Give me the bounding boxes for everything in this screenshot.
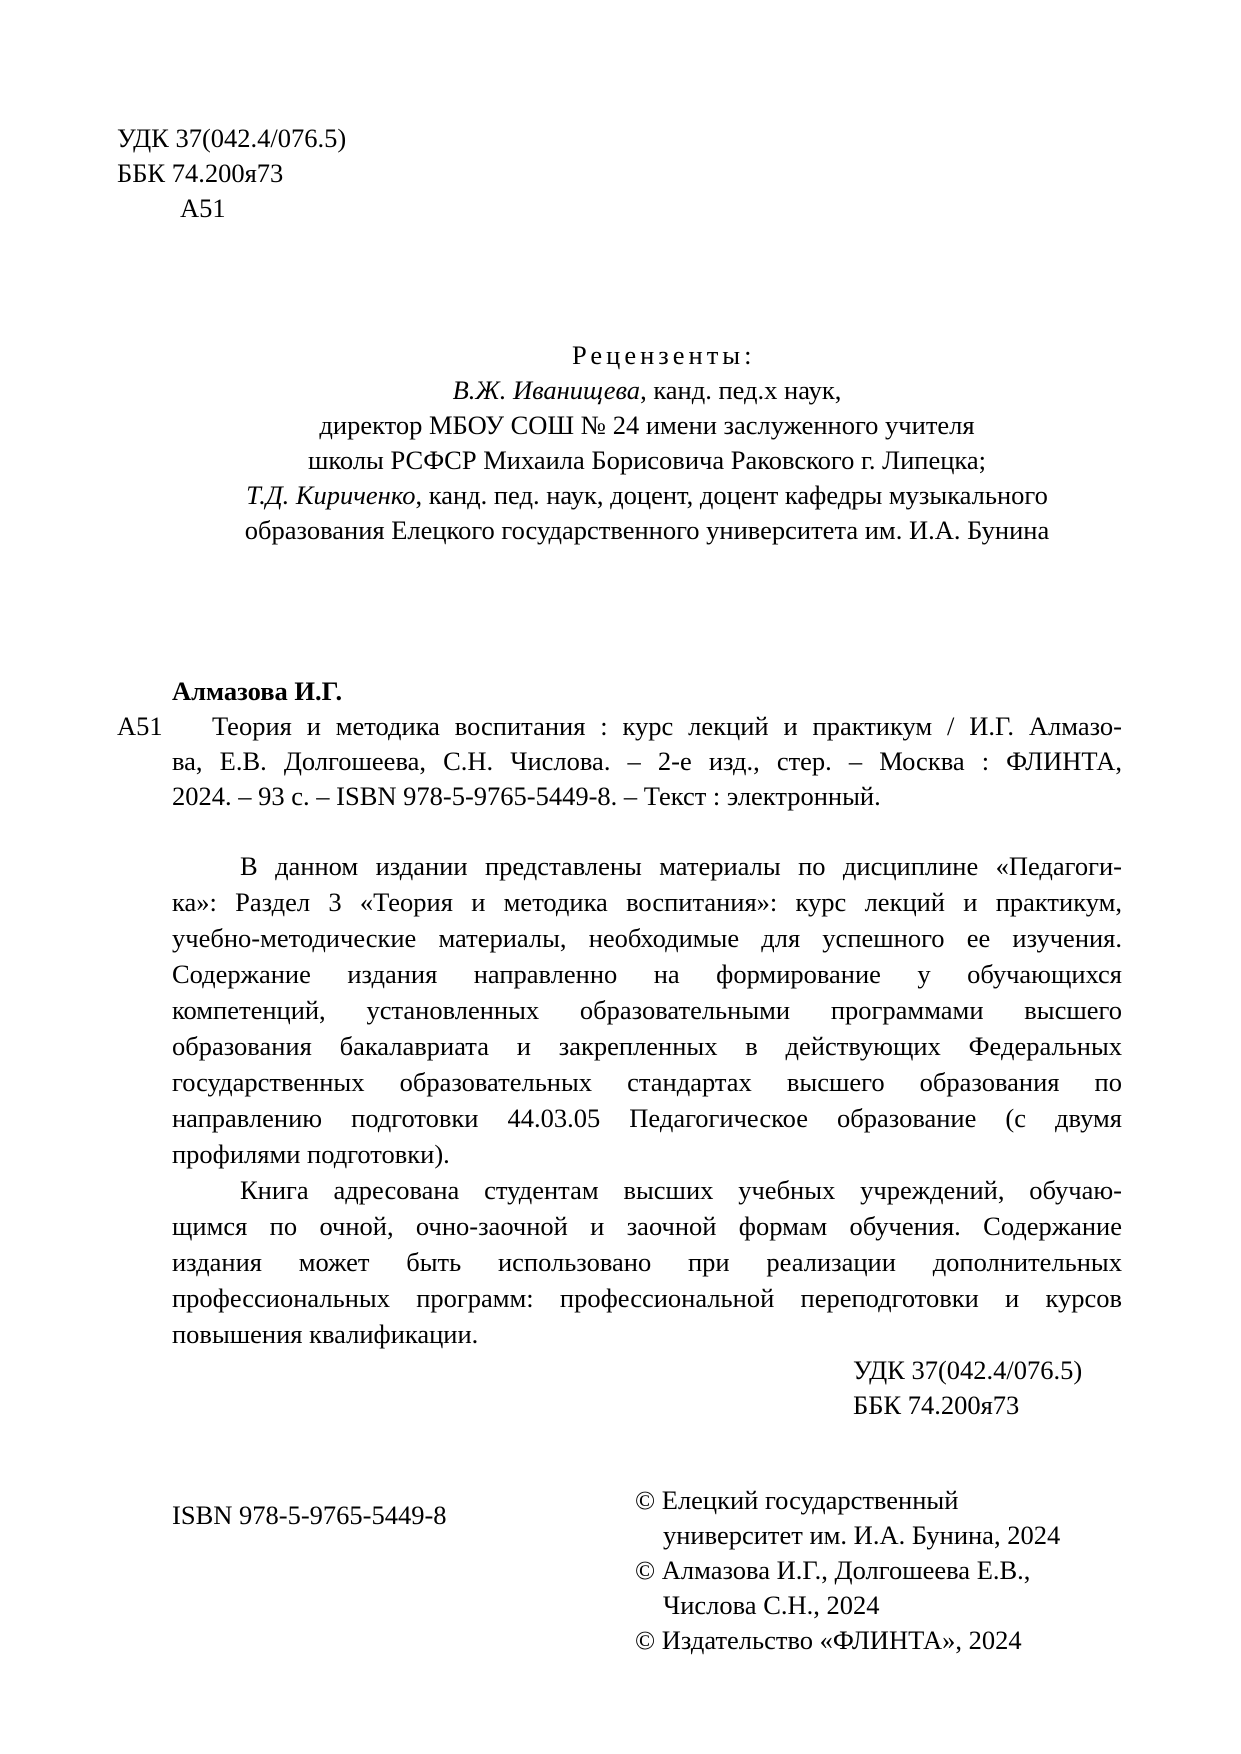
copyright-1-line-2: университет им. И.А. Бунина, 2024 [663,1520,1061,1550]
copyright-2-line-1: © Алмазова И.Г., Долгошеева Е.В., [635,1555,1031,1585]
biblio-line-1: Теория и методика воспитания : курс лекций и практикум / И.Г. Алмазо- [212,711,1122,741]
isbn: ISBN 978-5-9765-5449-8 [172,1500,447,1530]
biblio-line-2: ва, Е.В. Долгошеева, С.Н. Числова. – 2-е изд., стер. – Москва : ФЛИНТА, [172,746,1122,776]
annotation-paragraph-2 [172,1172,1122,1352]
copyright-3: © Издательство «ФЛИНТА», 2024 [635,1625,1022,1655]
reviewer-2-degree: , канд. пед. наук, доцент, доцент кафедры музыкального [415,480,1048,510]
reviewers-title: Рецензенты: [572,340,756,370]
annotation-p1-line: профилями подготовки). [172,1139,450,1169]
udk-code-bottom: УДК 37(042.4/076.5) [853,1355,1083,1385]
annotation-paragraph-1 [172,848,1122,1172]
reviewer-1-degree: , канд. пед.х наук, [640,375,842,405]
author-mark: А51 [117,711,163,741]
annotation-p1-line: Содержание издания направленно на формирование у обучающихся [172,959,1122,989]
annotation-p1-line: направлению подготовки 44.03.05 Педагогическое образование (с двумя [172,1103,1122,1133]
reviewer-1-name: В.Ж. Иванищева [452,375,641,405]
copyright-1-line-1: © Елецкий государственный [635,1485,959,1515]
annotation-p2-line: Книга адресована студентам высших учебных учреждений, обучаю- [240,1175,1122,1205]
reviewer-1-line-1 [172,372,1122,408]
author-heading: Алмазова И.Г. [172,676,343,706]
annotation-p2-line: повышения квалификации. [172,1319,479,1349]
annotation-p1-line: государственных образовательных стандартах высшего образования по [172,1067,1122,1097]
reviewer-2-name: Т.Д. Кириченко [246,480,416,510]
author-mark-top: А51 [180,193,226,223]
annotation-p1-line: ка»: Раздел 3 «Теория и методика воспитания»: курс лекций и практикум, [172,887,1122,917]
annotation-p2-line: щимся по очной, очно-заочной и заочной формам обучения. Содержание [172,1211,1122,1241]
bbk-code-top: ББК 74.200я73 [117,158,284,188]
reviewer-2-line-1 [172,477,1122,513]
annotation-p2-line: профессиональных программ: профессиональной переподготовки и курсов [172,1283,1122,1313]
reviewer-1-line-2: директор МБОУ СОШ № 24 имени заслуженного учителя [319,410,975,440]
bbk-code-bottom: ББК 74.200я73 [853,1390,1020,1420]
udk-code-top: УДК 37(042.4/076.5) [117,123,347,153]
annotation-p1-line: учебно-методические материалы, необходимые для успешного ее изучения. [172,923,1122,953]
biblio-line-3: 2024. – 93 с. – ISBN 978-5-9765-5449-8. – Текст : электронный. [172,781,881,811]
reviewer-2-line-2: образования Елецкого государственного университета им. И.А. Бунина [244,515,1050,545]
annotation-p1-line: В данном издании представлены материалы по дисциплине «Педагоги- [240,851,1122,881]
reviewer-1-line-3: школы РСФСР Михаила Борисовича Раковского г. Липецка; [308,445,986,475]
annotation-p2-line: издания может быть использовано при реализации дополнительных [172,1247,1122,1277]
annotation-p1-line: образования бакалавриата и закрепленных в действующих Федеральных [172,1031,1122,1061]
annotation-p1-line: компетенций, установленных образовательными программами высшего [172,995,1122,1025]
copyright-2-line-2: Числова С.Н., 2024 [663,1590,880,1620]
